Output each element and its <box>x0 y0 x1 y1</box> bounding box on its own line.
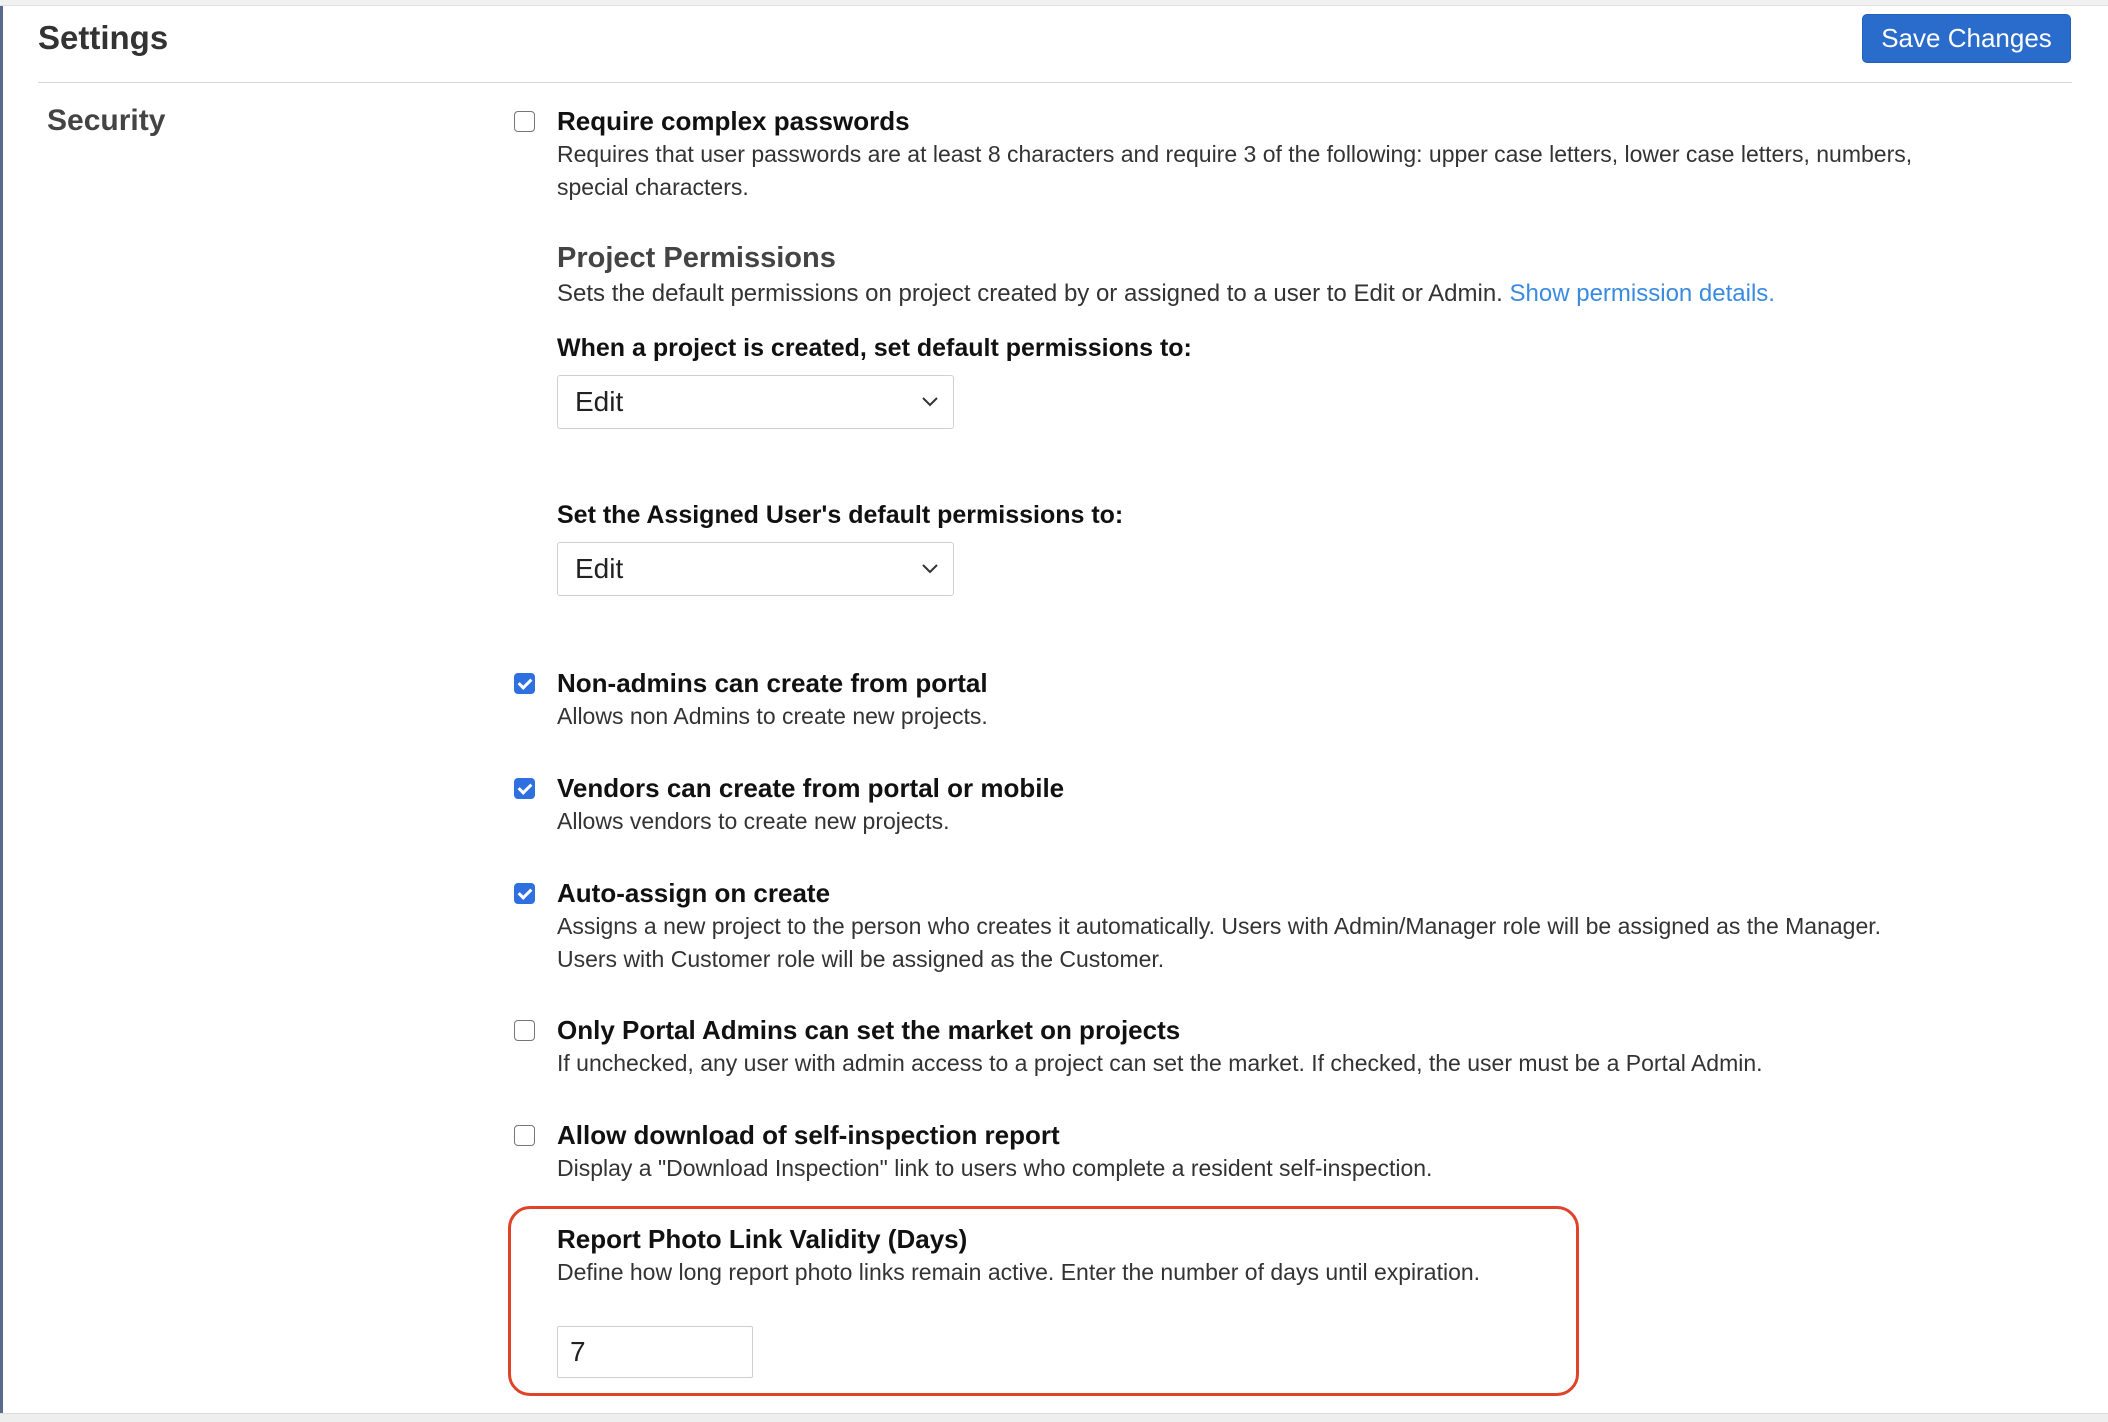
created-permissions-value: Edit <box>575 386 624 417</box>
photo-link-validity-description: Define how long report photo links remain active. Enter the number of days until expiration. <box>557 1259 1481 1285</box>
portal-admin-market-label: Only Portal Admins can set the market on projects <box>557 1015 1181 1045</box>
setting-auto-assign <box>514 876 1914 976</box>
save-changes-button[interactable]: Save Changes <box>1862 14 2071 63</box>
auto-assign-checkbox[interactable] <box>514 883 535 904</box>
chevron-down-icon <box>921 394 939 408</box>
window-top-edge <box>0 0 2108 6</box>
window-bottom-edge <box>0 1413 2108 1422</box>
show-permission-details-link[interactable]: Show permission details. <box>1509 280 1775 307</box>
project-permissions-heading: Project Permissions <box>557 242 836 274</box>
photo-link-validity-input[interactable] <box>557 1326 753 1378</box>
created-permissions-select[interactable] <box>557 375 954 429</box>
assigned-permissions-select[interactable] <box>557 542 954 596</box>
self-inspection-download-label: Allow download of self-inspection report <box>557 1120 1060 1150</box>
portal-admin-market-description: If unchecked, any user with admin access to a project can set the market. If checked, the user must be a Portal Admin. <box>557 1050 1763 1076</box>
window-left-edge <box>0 0 3 1422</box>
section-title-security: Security <box>47 104 166 137</box>
portal-admin-market-checkbox[interactable] <box>514 1020 535 1041</box>
complex-passwords-label: Require complex passwords <box>557 106 910 136</box>
setting-self-inspection-download <box>514 1118 1914 1188</box>
self-inspection-download-checkbox[interactable] <box>514 1125 535 1146</box>
project-permissions-text: Sets the default permissions on project created by or assigned to a user to Edit or Admin. <box>557 280 1503 307</box>
vendors-portal-label: Vendors can create from portal or mobile <box>557 773 1065 803</box>
complex-passwords-description: Requires that user passwords are at least 8 characters and require 3 of the following: upper case letters, lower case letters, numbers, special characters. <box>557 141 1913 200</box>
vendors-portal-checkbox[interactable] <box>514 778 535 799</box>
complex-passwords-checkbox[interactable] <box>514 111 535 132</box>
vendors-portal-description: Allows vendors to create new projects. <box>557 808 950 834</box>
assigned-permissions-value: Edit <box>575 553 624 584</box>
non-admins-portal-checkbox[interactable] <box>514 673 535 694</box>
header-divider <box>38 82 2072 83</box>
setting-non-admins-portal <box>514 666 1914 736</box>
project-permissions-description <box>557 277 1775 311</box>
setting-photo-link-validity <box>514 1222 1914 1292</box>
non-admins-portal-label: Non-admins can create from portal <box>557 668 988 698</box>
auto-assign-label: Auto-assign on create <box>557 878 831 908</box>
chevron-down-icon <box>921 561 939 575</box>
setting-complex-passwords <box>514 106 1914 206</box>
photo-link-validity-label: Report Photo Link Validity (Days) <box>557 1224 968 1254</box>
self-inspection-download-description: Display a "Download Inspection" link to users who complete a resident self-inspection. <box>557 1155 1433 1181</box>
assigned-permissions-label: Set the Assigned User's default permissions to: <box>557 501 1124 529</box>
auto-assign-description: Assigns a new project to the person who creates it automatically. Users with Admin/Manager role will be assigned as the Manager. Users with Customer role will be assigned as the Customer. <box>557 913 1882 972</box>
page-title: Settings <box>38 19 169 56</box>
setting-vendors-portal <box>514 771 1914 841</box>
setting-portal-admin-market <box>514 1013 1914 1083</box>
created-permissions-label: When a project is created, set default permissions to: <box>557 334 1192 362</box>
non-admins-portal-description: Allows non Admins to create new projects. <box>557 703 988 729</box>
